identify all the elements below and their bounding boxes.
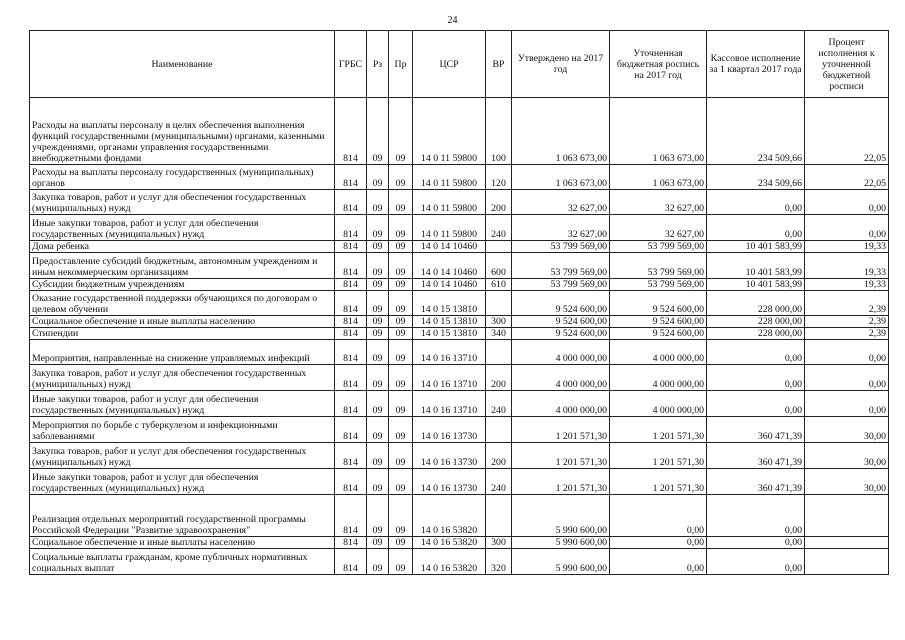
cell-cash: 0,00 [707, 340, 805, 365]
cell-refined: 9 524 600,00 [610, 316, 707, 328]
cell-percent: 30,00 [805, 469, 889, 495]
cell-approved: 32 627,00 [512, 190, 610, 215]
cell-approved: 53 799 569,00 [512, 253, 610, 279]
cell-cash: 0,00 [707, 495, 805, 537]
cell-rz: 09 [367, 495, 389, 537]
header-name: Наименование [30, 31, 335, 98]
cell-csr: 14 0 15 13810 [413, 291, 486, 316]
cell-approved: 32 627,00 [512, 215, 610, 241]
cell-percent: 2,39 [805, 316, 889, 328]
cell-name: Закупка товаров, работ и услуг для обеспечения государственных (муниципальных) нужд [30, 443, 335, 469]
cell-pr: 09 [389, 549, 413, 575]
cell-cash: 234 509,66 [707, 98, 805, 165]
cell-pr: 09 [389, 537, 413, 549]
cell-vr [486, 291, 512, 316]
cell-rz: 09 [367, 443, 389, 469]
table-row [30, 190, 889, 215]
cell-name: Мероприятия по борьбе с туберкулезом и инфекционными заболеваниями [30, 417, 335, 443]
cell-cash: 360 471,39 [707, 469, 805, 495]
cell-cash: 10 401 583,99 [707, 279, 805, 291]
cell-name: Реализация отдельных мероприятий государственной программы Российской Федерации "Развитие здравоохранения" [30, 495, 335, 537]
table-row [30, 241, 889, 253]
cell-refined: 53 799 569,00 [610, 253, 707, 279]
cell-grbs: 814 [335, 340, 367, 365]
budget-table [29, 30, 889, 575]
table-row [30, 316, 889, 328]
cell-vr: 200 [486, 190, 512, 215]
cell-refined: 32 627,00 [610, 190, 707, 215]
table-row [30, 165, 889, 190]
cell-grbs: 814 [335, 291, 367, 316]
cell-rz: 09 [367, 328, 389, 340]
cell-csr: 14 0 16 13710 [413, 391, 486, 417]
cell-csr: 14 0 11 59800 [413, 215, 486, 241]
header-approved: Утверждено на 2017 год [512, 31, 610, 98]
cell-percent: 0,00 [805, 190, 889, 215]
cell-cash: 234 509,66 [707, 165, 805, 190]
cell-approved: 1 201 571,30 [512, 443, 610, 469]
cell-rz: 09 [367, 469, 389, 495]
cell-percent: 22,05 [805, 165, 889, 190]
cell-refined: 0,00 [610, 495, 707, 537]
cell-cash: 0,00 [707, 391, 805, 417]
cell-approved: 1 063 673,00 [512, 165, 610, 190]
cell-vr: 340 [486, 328, 512, 340]
page-number: 24 [447, 15, 458, 26]
cell-vr [486, 495, 512, 537]
cell-vr: 100 [486, 98, 512, 165]
cell-approved: 53 799 569,00 [512, 241, 610, 253]
cell-vr [486, 417, 512, 443]
cell-rz: 09 [367, 365, 389, 391]
cell-rz: 09 [367, 165, 389, 190]
cell-percent: 2,39 [805, 328, 889, 340]
cell-rz: 09 [367, 190, 389, 215]
cell-name: Закупка товаров, работ и услуг для обеспечения государственных (муниципальных) нужд [30, 190, 335, 215]
cell-grbs: 814 [335, 241, 367, 253]
cell-approved: 9 524 600,00 [512, 291, 610, 316]
cell-pr: 09 [389, 165, 413, 190]
header-grbs: ГРБС [335, 31, 367, 98]
cell-percent [805, 495, 889, 537]
cell-csr: 14 0 11 59800 [413, 190, 486, 215]
cell-grbs: 814 [335, 165, 367, 190]
cell-approved: 4 000 000,00 [512, 391, 610, 417]
cell-approved: 5 990 600,00 [512, 549, 610, 575]
cell-vr [486, 241, 512, 253]
cell-percent: 19,33 [805, 241, 889, 253]
cell-percent: 0,00 [805, 391, 889, 417]
cell-refined: 4 000 000,00 [610, 365, 707, 391]
cell-name: Предоставление субсидий бюджетным, автономным учреждениям и иным некоммерческим организациям [30, 253, 335, 279]
cell-csr: 14 0 16 13710 [413, 365, 486, 391]
header-rz: Рз [367, 31, 389, 98]
cell-rz: 09 [367, 316, 389, 328]
cell-pr: 09 [389, 190, 413, 215]
table-row [30, 549, 889, 575]
cell-name: Дома ребенка [30, 241, 335, 253]
cell-pr: 09 [389, 365, 413, 391]
cell-name: Иные закупки товаров, работ и услуг для обеспечения государственных (муниципальных) нужд [30, 469, 335, 495]
cell-pr: 09 [389, 279, 413, 291]
cell-vr: 120 [486, 165, 512, 190]
cell-cash: 0,00 [707, 190, 805, 215]
cell-vr: 240 [486, 391, 512, 417]
cell-approved: 1 063 673,00 [512, 98, 610, 165]
cell-percent: 19,33 [805, 253, 889, 279]
cell-rz: 09 [367, 241, 389, 253]
cell-cash: 0,00 [707, 365, 805, 391]
cell-grbs: 814 [335, 469, 367, 495]
cell-pr: 09 [389, 328, 413, 340]
cell-approved: 9 524 600,00 [512, 328, 610, 340]
cell-refined: 53 799 569,00 [610, 279, 707, 291]
table-row [30, 328, 889, 340]
table-row [30, 340, 889, 365]
cell-rz: 09 [367, 417, 389, 443]
cell-vr: 240 [486, 469, 512, 495]
cell-rz: 09 [367, 340, 389, 365]
table-row [30, 279, 889, 291]
cell-pr: 09 [389, 215, 413, 241]
cell-approved: 5 990 600,00 [512, 537, 610, 549]
cell-refined: 53 799 569,00 [610, 241, 707, 253]
cell-refined: 0,00 [610, 537, 707, 549]
cell-refined: 9 524 600,00 [610, 328, 707, 340]
cell-csr: 14 0 16 13710 [413, 340, 486, 365]
header-pr: Пр [389, 31, 413, 98]
cell-grbs: 814 [335, 253, 367, 279]
cell-csr: 14 0 11 59800 [413, 98, 486, 165]
cell-approved: 53 799 569,00 [512, 279, 610, 291]
cell-percent: 19,33 [805, 279, 889, 291]
cell-approved: 4 000 000,00 [512, 340, 610, 365]
cell-refined: 1 063 673,00 [610, 98, 707, 165]
cell-csr: 14 0 15 13810 [413, 328, 486, 340]
cell-refined: 1 063 673,00 [610, 165, 707, 190]
cell-rz: 09 [367, 98, 389, 165]
cell-csr: 14 0 16 13730 [413, 469, 486, 495]
cell-pr: 09 [389, 316, 413, 328]
cell-percent: 0,00 [805, 340, 889, 365]
table-row [30, 495, 889, 537]
cell-rz: 09 [367, 391, 389, 417]
table-row [30, 537, 889, 549]
cell-name: Социальное обеспечение и иные выплаты населению [30, 537, 335, 549]
table-row [30, 443, 889, 469]
cell-csr: 14 0 16 13730 [413, 443, 486, 469]
cell-name: Оказание государственной поддержки обучающихся по договорам о целевом обучении [30, 291, 335, 316]
cell-refined: 1 201 571,30 [610, 469, 707, 495]
cell-vr [486, 340, 512, 365]
cell-grbs: 814 [335, 328, 367, 340]
cell-vr: 320 [486, 549, 512, 575]
cell-refined: 4 000 000,00 [610, 391, 707, 417]
cell-grbs: 814 [335, 316, 367, 328]
cell-name: Закупка товаров, работ и услуг для обеспечения государственных (муниципальных) нужд [30, 365, 335, 391]
cell-csr: 14 0 16 53820 [413, 495, 486, 537]
cell-cash: 228 000,00 [707, 316, 805, 328]
table-row [30, 391, 889, 417]
cell-grbs: 814 [335, 537, 367, 549]
cell-approved: 4 000 000,00 [512, 365, 610, 391]
table-row [30, 291, 889, 316]
header-refined: Уточненная бюджетная роспись на 2017 год [610, 31, 707, 98]
cell-grbs: 814 [335, 190, 367, 215]
cell-percent: 22,05 [805, 98, 889, 165]
table-row [30, 253, 889, 279]
header-csr: ЦСР [413, 31, 486, 98]
cell-vr: 300 [486, 316, 512, 328]
cell-rz: 09 [367, 253, 389, 279]
cell-refined: 1 201 571,30 [610, 417, 707, 443]
cell-grbs: 814 [335, 215, 367, 241]
table-row [30, 417, 889, 443]
cell-name: Социальное обеспечение и иные выплаты населению [30, 316, 335, 328]
cell-vr: 200 [486, 443, 512, 469]
cell-csr: 14 0 16 13730 [413, 417, 486, 443]
cell-name: Мероприятия, направленные на снижение управляемых инфекций [30, 340, 335, 365]
cell-approved: 9 524 600,00 [512, 316, 610, 328]
cell-name: Иные закупки товаров, работ и услуг для обеспечения государственных (муниципальных) нужд [30, 215, 335, 241]
cell-cash: 228 000,00 [707, 328, 805, 340]
cell-vr: 610 [486, 279, 512, 291]
cell-grbs: 814 [335, 443, 367, 469]
cell-pr: 09 [389, 291, 413, 316]
header-vr: ВР [486, 31, 512, 98]
cell-name: Расходы на выплаты персоналу государственных (муниципальных) органов [30, 165, 335, 190]
header-cash: Кассовое исполнение за 1 квартал 2017 года [707, 31, 805, 98]
cell-pr: 09 [389, 340, 413, 365]
cell-grbs: 814 [335, 549, 367, 575]
header-percent: Процент исполнения к уточненной бюджетной росписи [805, 31, 889, 98]
cell-vr: 300 [486, 537, 512, 549]
cell-percent: 30,00 [805, 417, 889, 443]
cell-approved: 1 201 571,30 [512, 417, 610, 443]
cell-percent [805, 537, 889, 549]
cell-rz: 09 [367, 279, 389, 291]
cell-rz: 09 [367, 291, 389, 316]
cell-pr: 09 [389, 98, 413, 165]
cell-refined: 4 000 000,00 [610, 340, 707, 365]
cell-csr: 14 0 14 10460 [413, 279, 486, 291]
cell-csr: 14 0 16 53820 [413, 549, 486, 575]
table-header-row [30, 31, 889, 98]
cell-vr: 200 [486, 365, 512, 391]
cell-pr: 09 [389, 469, 413, 495]
cell-cash: 0,00 [707, 549, 805, 575]
cell-percent: 30,00 [805, 443, 889, 469]
cell-rz: 09 [367, 549, 389, 575]
cell-grbs: 814 [335, 495, 367, 537]
cell-refined: 1 201 571,30 [610, 443, 707, 469]
cell-vr: 600 [486, 253, 512, 279]
table-row [30, 98, 889, 165]
cell-cash: 0,00 [707, 215, 805, 241]
cell-name: Субсидии бюджетным учреждениям [30, 279, 335, 291]
cell-refined: 0,00 [610, 549, 707, 575]
cell-csr: 14 0 14 10460 [413, 253, 486, 279]
cell-approved: 1 201 571,30 [512, 469, 610, 495]
cell-grbs: 814 [335, 365, 367, 391]
cell-rz: 09 [367, 215, 389, 241]
cell-name: Стипендии [30, 328, 335, 340]
cell-name: Расходы на выплаты персоналу в целях обеспечения выполнения функций государственными (муниципальными) органами, казенными учреждениями, органами управления государственными внебюджетными фондами [30, 98, 335, 165]
cell-pr: 09 [389, 241, 413, 253]
cell-grbs: 814 [335, 391, 367, 417]
cell-cash: 360 471,39 [707, 443, 805, 469]
cell-refined: 9 524 600,00 [610, 291, 707, 316]
cell-csr: 14 0 15 13810 [413, 316, 486, 328]
cell-approved: 5 990 600,00 [512, 495, 610, 537]
cell-vr: 240 [486, 215, 512, 241]
cell-cash: 10 401 583,99 [707, 253, 805, 279]
cell-grbs: 814 [335, 279, 367, 291]
cell-grbs: 814 [335, 417, 367, 443]
cell-cash: 0,00 [707, 537, 805, 549]
cell-cash: 360 471,39 [707, 417, 805, 443]
table-row [30, 365, 889, 391]
cell-grbs: 814 [335, 98, 367, 165]
cell-pr: 09 [389, 253, 413, 279]
cell-percent: 0,00 [805, 365, 889, 391]
cell-pr: 09 [389, 495, 413, 537]
cell-refined: 32 627,00 [610, 215, 707, 241]
cell-csr: 14 0 16 53820 [413, 537, 486, 549]
cell-csr: 14 0 14 10460 [413, 241, 486, 253]
table-row [30, 469, 889, 495]
cell-pr: 09 [389, 391, 413, 417]
cell-cash: 228 000,00 [707, 291, 805, 316]
cell-name: Иные закупки товаров, работ и услуг для обеспечения государственных (муниципальных) нужд [30, 391, 335, 417]
cell-percent: 2,39 [805, 291, 889, 316]
cell-csr: 14 0 11 59800 [413, 165, 486, 190]
cell-name: Социальные выплаты гражданам, кроме публичных нормативных социальных выплат [30, 549, 335, 575]
table-row [30, 215, 889, 241]
cell-rz: 09 [367, 537, 389, 549]
cell-pr: 09 [389, 443, 413, 469]
cell-cash: 10 401 583,99 [707, 241, 805, 253]
cell-pr: 09 [389, 417, 413, 443]
cell-percent [805, 549, 889, 575]
cell-percent: 0,00 [805, 215, 889, 241]
